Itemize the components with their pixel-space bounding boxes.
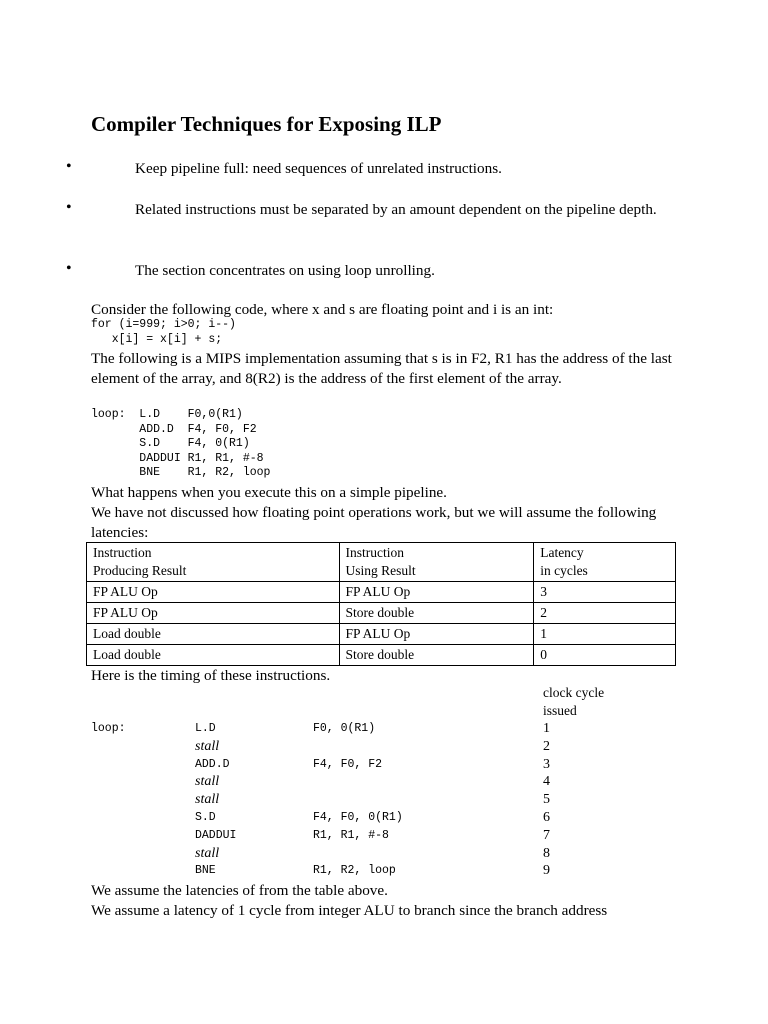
timing-row: stall 4	[195, 774, 550, 790]
timing-list	[91, 720, 691, 880]
closing-line-1: We assume the latencies of from the table above.	[91, 882, 388, 899]
table-cell: Load double	[87, 624, 340, 645]
mips-code-block: loop: L.D F0,0(R1) ADD.D F4, F0, F2 S.D F4, 0(R1) DADDUI R1, R1, #-8 BNE R1, R2, loop	[91, 408, 271, 479]
bullet-item: Related instructions must be separated by an amount dependent on the pipeline depth.	[135, 201, 657, 218]
table-row	[87, 603, 676, 624]
table-cell: FP ALU Op	[339, 624, 534, 645]
table-cell: 3	[534, 582, 676, 603]
timing-row: stall 8	[195, 845, 550, 861]
timing-row: ADD.D F4, F0, F2 3	[195, 756, 550, 772]
bullet-icon: •	[66, 260, 72, 277]
pipeline-question: What happens when you execute this on a simple pipeline.	[91, 484, 447, 501]
table-row	[87, 645, 676, 666]
table-cell: FP ALU Op	[87, 603, 340, 624]
table-header-cell: Instruction Producing Result	[87, 543, 340, 582]
bullet-item: Keep pipeline full: need sequences of unrelated instructions.	[135, 160, 502, 177]
table-header-row	[87, 543, 676, 582]
table-cell: Store double	[339, 603, 534, 624]
timing-row: stall 2	[195, 738, 550, 754]
table-row	[87, 624, 676, 645]
closing-line-2: We assume a latency of 1 cycle from integer ALU to branch since the branch address	[91, 902, 608, 919]
table-cell: 0	[534, 645, 676, 666]
table-cell: FP ALU Op	[339, 582, 534, 603]
table-cell: FP ALU Op	[87, 582, 340, 603]
timing-intro: Here is the timing of these instructions.	[91, 667, 331, 684]
timing-row: DADDUI R1, R1, #-8 7	[195, 827, 550, 843]
table-header-cell: Instruction Using Result	[339, 543, 534, 582]
timing-row: stall 5	[195, 792, 550, 808]
table-row	[87, 582, 676, 603]
table-header-cell: Latency in cycles	[534, 543, 676, 582]
latency-intro: We have not discussed how floating point operations work, but we will assume the following latencies:	[91, 504, 657, 541]
timing-row: loop: L.D F0, 0(R1) 1	[91, 721, 550, 736]
page-title: Compiler Techniques for Exposing ILP	[91, 112, 442, 136]
latency-table	[86, 542, 676, 666]
timing-row: BNE R1, R2, loop 9	[195, 863, 550, 879]
timing-row: S.D F4, F0, 0(R1) 6	[195, 809, 550, 825]
bullet-icon: •	[66, 158, 72, 175]
mips-description: The following is a MIPS implementation assuming that s is in F2, R1 has the address of the last element of the array, and 8(R2) is the address of the first element of the array.	[91, 350, 672, 387]
intro-paragraph: Consider the following code, where x and s are floating point and i is an int:	[91, 301, 554, 318]
table-cell: 1	[534, 624, 676, 645]
timing-header: clock cycle issued	[543, 685, 605, 718]
table-cell: Store double	[339, 645, 534, 666]
bullet-icon: •	[66, 199, 72, 216]
table-cell: 2	[534, 603, 676, 624]
table-cell: Load double	[87, 645, 340, 666]
c-code-block: for (i=999; i>0; i--) x[i] = x[i] + s;	[91, 318, 236, 346]
bullet-item: The section concentrates on using loop unrolling.	[135, 262, 435, 279]
